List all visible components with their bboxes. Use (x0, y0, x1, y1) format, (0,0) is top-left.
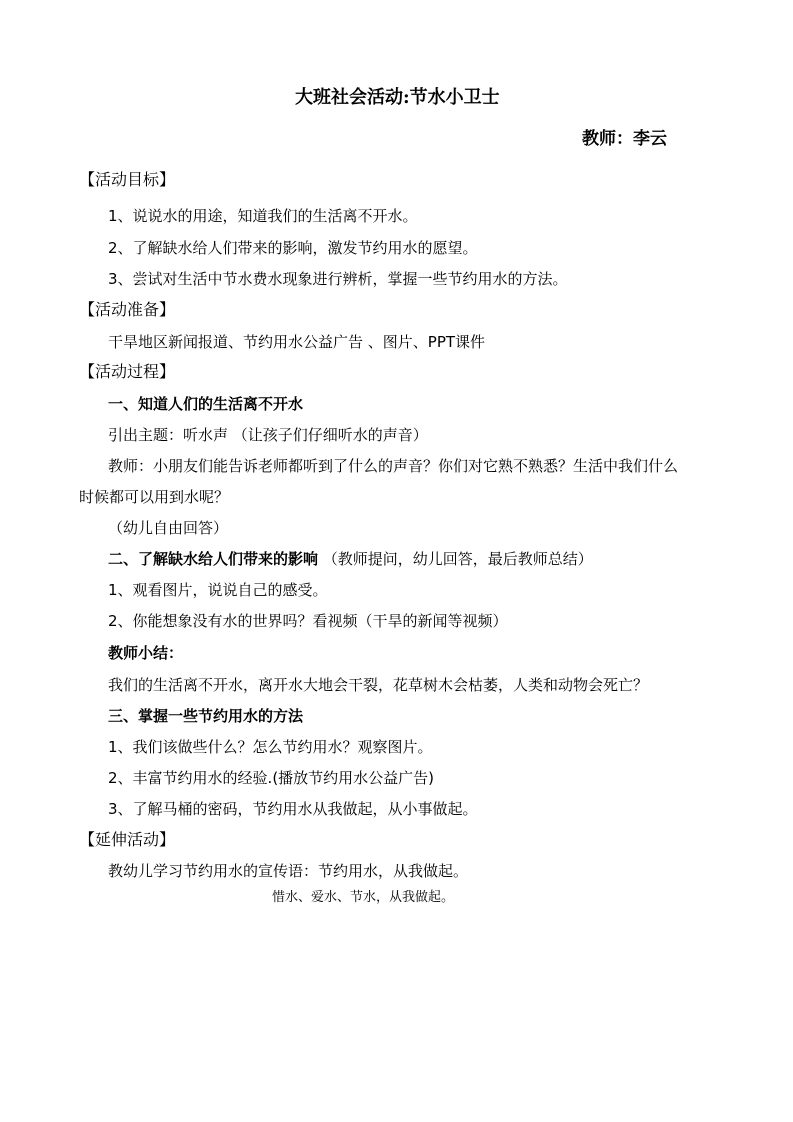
prep-text: 干旱地区新闻报道、节约用水公益广告 、图片、PPT课件 (108, 333, 486, 351)
process-part3-item: 2、丰富节约用水的经验.(播放节约用水公益广告) (108, 769, 435, 787)
process-part1-question: 教师：小朋友们能告诉老师都听到了什么的声音？你们对它熟不熟悉？生活中我们什么 (108, 457, 679, 475)
extension-text: 教幼儿学习节约用水的宣传语：节约用水，从我做起。 (108, 862, 469, 880)
section-heading-extension: 【延伸活动】 (79, 830, 176, 849)
goal-item: 3、尝试对生活中节水费水现象进行辨析，掌握一些节约用水的方法。 (108, 270, 568, 288)
process-part3-title: 三、掌握一些节约用水的方法 (108, 707, 304, 725)
process-part1-answer: （幼儿自由回答） (108, 519, 229, 537)
teacher-name: 教师：李云 (582, 129, 667, 149)
process-part2-summary-label: 教师小结： (108, 644, 184, 662)
process-part1-title: 一、知道人们的生活离不开水 (108, 395, 304, 413)
process-part2-title-line (108, 549, 593, 569)
extension-slogan: 惜水、爱水、节水，从我做起。 (272, 890, 455, 905)
process-part2-item: 2、你能想象没有水的世界吗？看视频（干旱的新闻等视频） (108, 612, 508, 630)
process-part2-note: （教师提问，幼儿回答，最后教师总结） (318, 550, 593, 568)
section-heading-process: 【活动过程】 (79, 362, 176, 381)
process-part1-intro: 引出主题：听水声 （让孩子们仔细听水的声音） (108, 426, 428, 444)
process-part3-item: 1、我们该做些什么？怎么节约用水？观察图片。 (108, 738, 433, 756)
section-heading-prep: 【活动准备】 (79, 300, 176, 319)
goal-item: 2、了解缺水给人们带来的影响，激发节约用水的愿望。 (108, 239, 478, 257)
process-part2-summary-text: 我们的生活离不开水，离开水大地会干裂，花草树木会枯萎，人类和动物会死亡？ (108, 676, 649, 694)
process-part2-title: 二、了解缺水给人们带来的影响 (108, 550, 319, 568)
process-part3-item: 3、了解马桶的密码，节约用水从我做起，从小事做起。 (108, 800, 478, 818)
process-part2-item: 1、观看图片，说说自己的感受。 (108, 581, 328, 599)
process-part1-question-cont: 时候都可以用到水呢？ (79, 488, 230, 506)
section-heading-goals: 【活动目标】 (79, 170, 176, 189)
goal-item: 1、说说水的用途，知道我们的生活离不开水。 (108, 207, 418, 225)
document-title: 大班社会活动:节水小卫士 (295, 87, 500, 108)
